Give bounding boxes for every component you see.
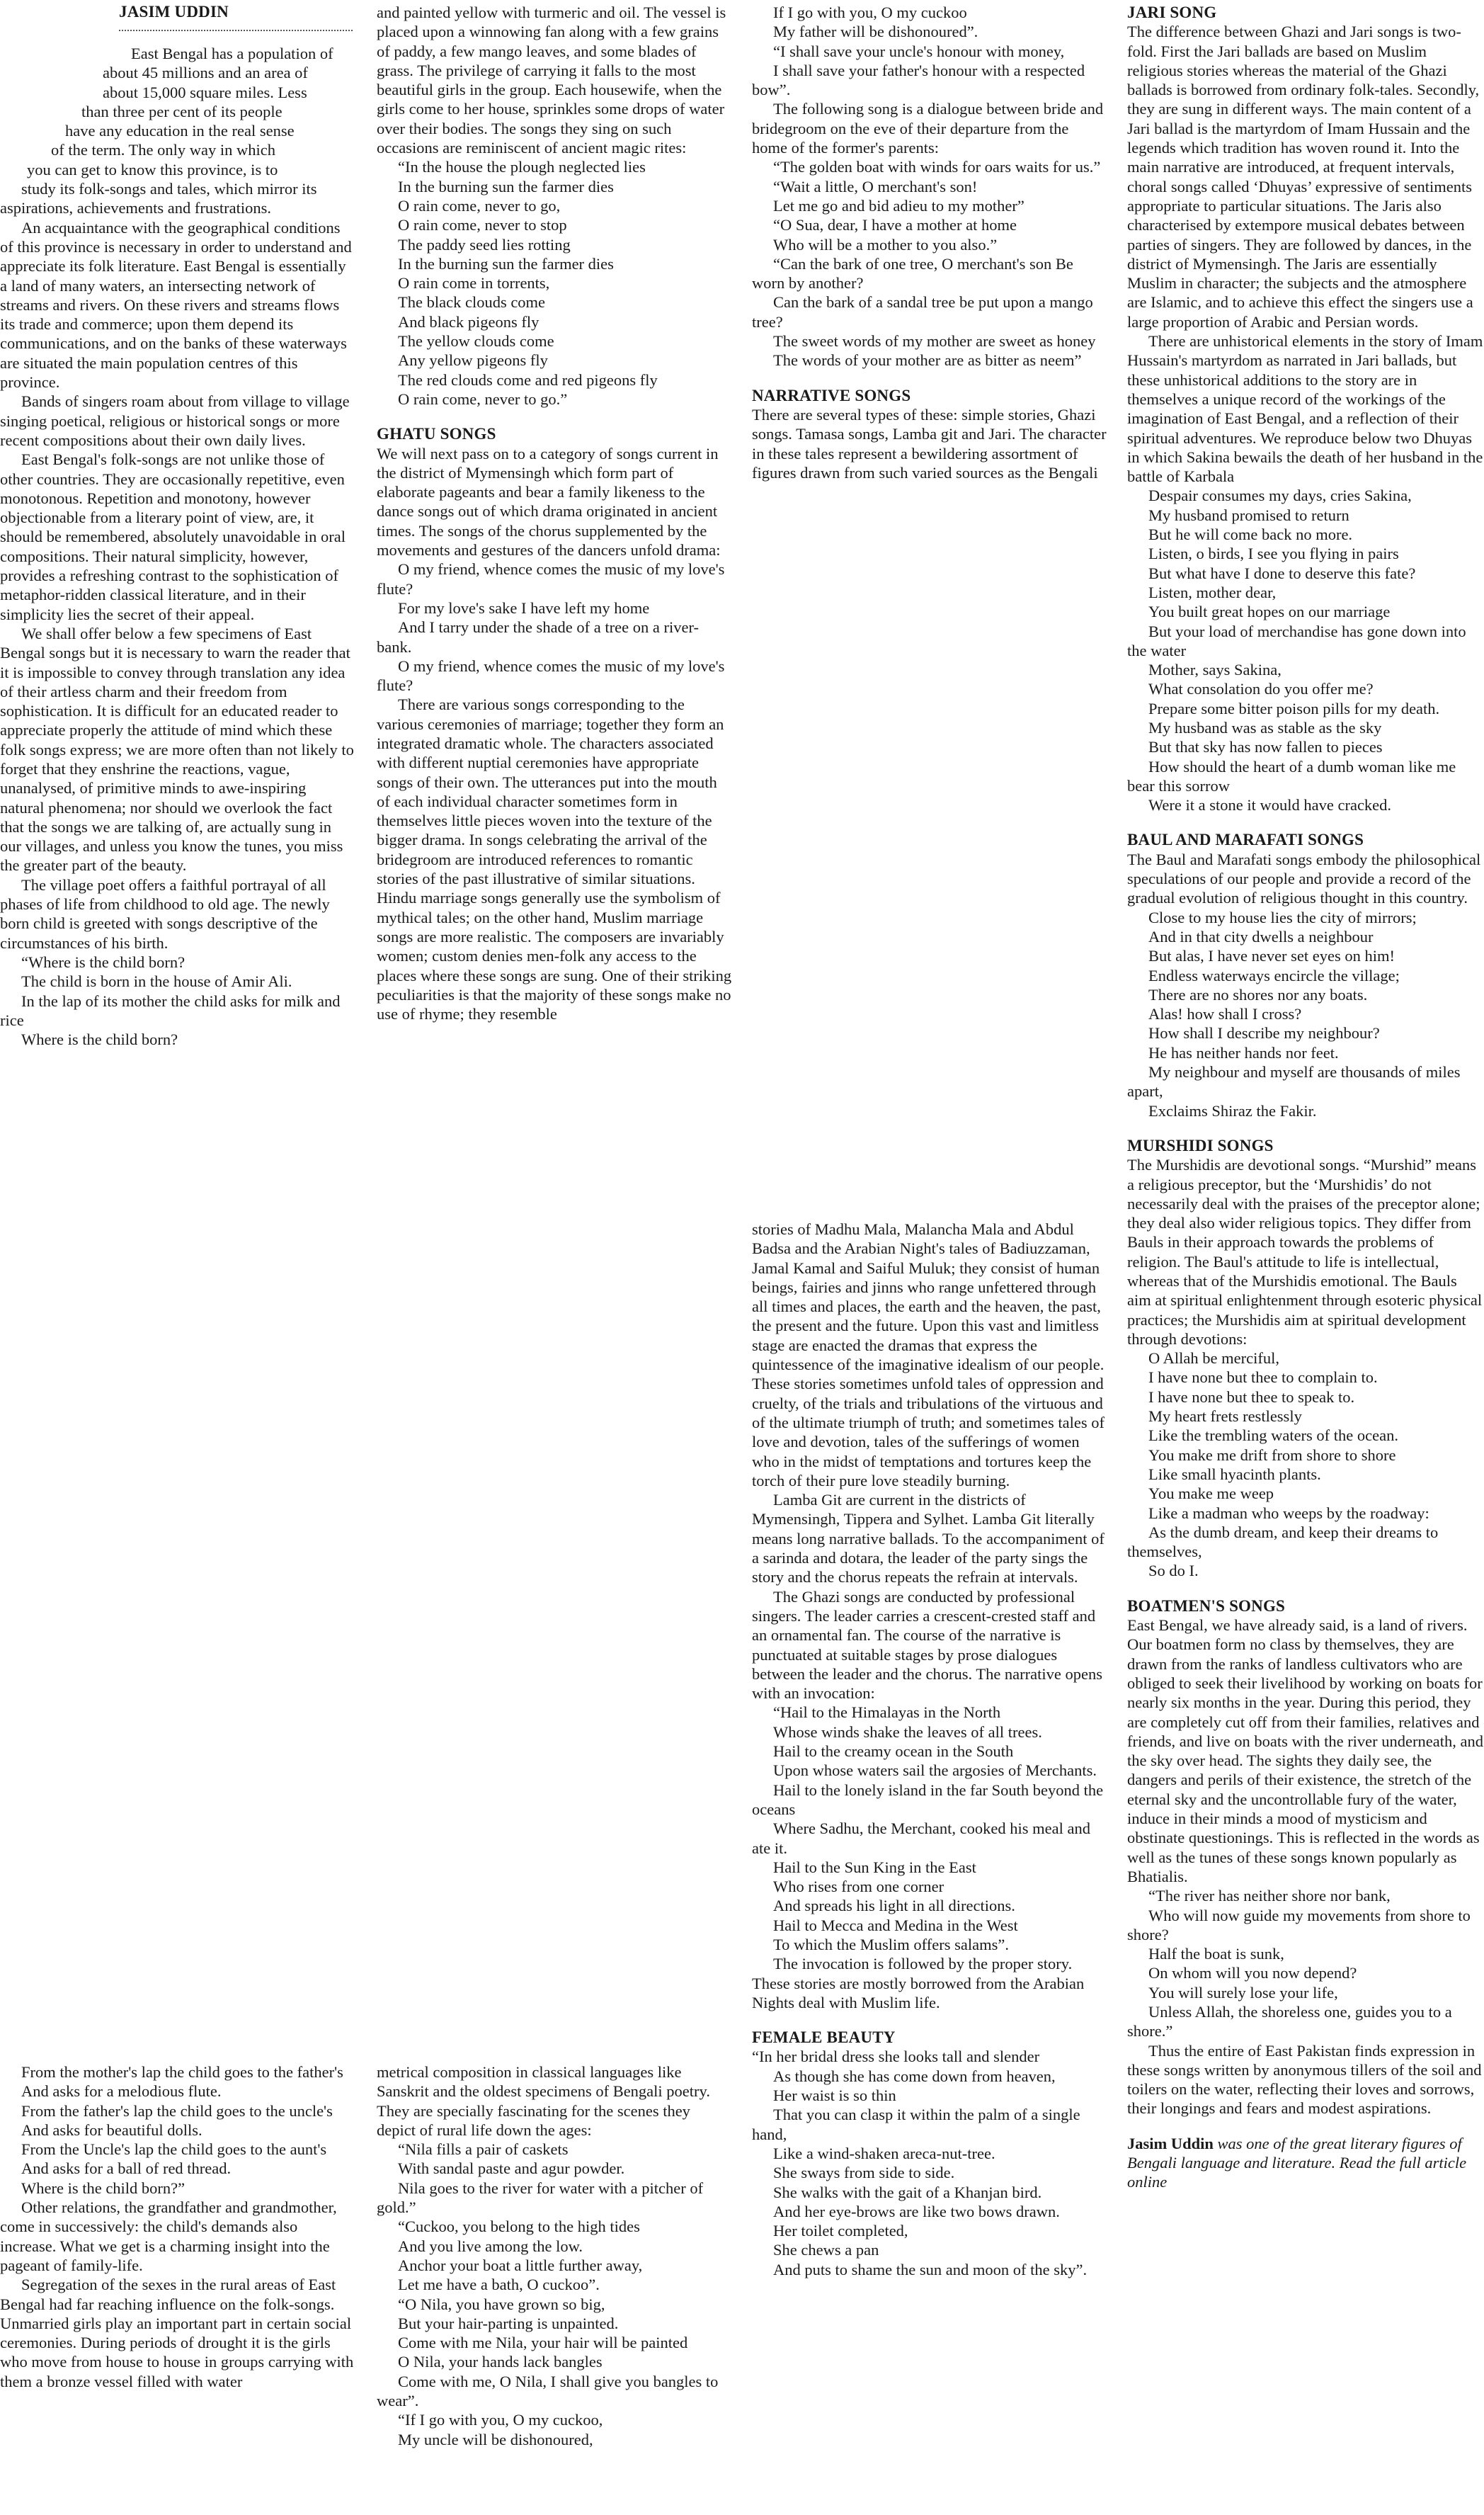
verse-line: Endless waterways encircle the village; bbox=[1148, 966, 1400, 984]
verse-line: Her toilet completed, bbox=[773, 2222, 908, 2240]
section-heading-murshidi: MURSHIDI SONGS bbox=[1127, 1136, 1274, 1154]
verse-line: You will surely lose your life, bbox=[1148, 1983, 1338, 2002]
verse-line: My husband was as stable as the sky bbox=[1148, 718, 1382, 737]
paragraph: and painted yellow with turmeric and oil. The vessel is placed upon a winnowing fan along with a few grains of paddy, a few mango leaves, and some blades of grass. The privilege of carrying it falls to the most beautiful girls in the group. Each housewife, when the girls come to her house, sprinkles some drops of water over their bodies. The songs they sing on such occasions are reminiscent of ancient magic rites: bbox=[377, 4, 726, 157]
verse-line: Her waist is so thin bbox=[773, 2087, 896, 2105]
verse-line: There are no shores nor any boats. bbox=[1148, 985, 1368, 1004]
verse-line: And you live among the low. bbox=[398, 2237, 583, 2255]
section-heading-boatmen: BOATMEN'S SONGS bbox=[1127, 1596, 1286, 1615]
lead-line: of the term. The only way in which bbox=[51, 141, 276, 159]
verse-line: She sways from side to side. bbox=[773, 2164, 955, 2182]
lead-line: aspirations, achievements and frustrations. bbox=[0, 199, 272, 217]
lead-line: about 45 millions and an area of bbox=[103, 64, 308, 82]
verse-line: How should the heart of a dumb woman like me bear this sorrow bbox=[1127, 757, 1456, 795]
verse-line: Where is the child born?” bbox=[21, 2179, 186, 2197]
verse-line: The sweet words of my mother are sweet as honey bbox=[773, 332, 1096, 351]
verse-line: Hail to the lonely island in the far South beyond the oceans bbox=[752, 1781, 1104, 1818]
verse-line: And asks for a ball of red thread. bbox=[21, 2159, 232, 2178]
verse-line: And asks for beautiful dolls. bbox=[21, 2121, 202, 2139]
verse-line: Were it a stone it would have cracked. bbox=[1148, 796, 1392, 814]
paragraph: Lamba Git are current in the districts of Mymensingh, Tippera and Sylhet. Lamba Git literally means long narrative ballads. To the accompaniment of a sarinda and dotara, the leader of the party sings the story and the chorus repeats the refrain at intervals. bbox=[752, 1491, 1105, 1586]
verse-line: Come with me Nila, your hair will be painted bbox=[398, 2334, 688, 2352]
verse-line: “O Nila, you have grown so big, bbox=[398, 2295, 605, 2313]
verse-line: How shall I describe my neighbour? bbox=[1148, 1024, 1380, 1043]
verse-line: O rain come, never to go.” bbox=[398, 390, 568, 408]
verse-line: Alas! how shall I cross? bbox=[1148, 1005, 1302, 1023]
verse-line: You make me weep bbox=[1148, 1484, 1274, 1503]
verse-line: Who will be a mother to you also.” bbox=[773, 235, 998, 254]
verse-line: “Wait a little, O merchant's son! bbox=[773, 177, 978, 195]
verse-line: And asks for a melodious flute. bbox=[21, 2082, 222, 2101]
verse-line: O rain come, never to go, bbox=[398, 196, 561, 215]
verse-line: Like the trembling waters of the ocean. bbox=[1148, 1426, 1398, 1445]
verse-line: “Where is the child born? bbox=[21, 953, 186, 971]
verse-line: Who will now guide my movements from shore to shore? bbox=[1127, 1906, 1471, 1943]
verse-line: Anchor your boat a little further away, bbox=[398, 2256, 643, 2274]
lead-line: than three per cent of its people bbox=[81, 102, 282, 120]
verse-line: You make me drift from shore to shore bbox=[1148, 1446, 1396, 1464]
paragraph: The difference between Ghazi and Jari songs is two-fold. First the Jari ballads are based on Muslim religious stories whereas the material of the Ghazi ballads is borrowed from ordinary folk-tales. Secondly, they are sung in different ways. The main content of a Jari ballad is the martyrdom of Imam Hussain and the legends which tradition has woven round it. Into the main narrative are introduced, at frequent intervals, choral songs called ‘Dhuyas’ expressive of sentiments appropriate to particular situations. The Jaris also characterised by extempore musical debates between parties of singers. They are followed by dances, in the district of Mymensingh. The Jaris are essentially Muslim in character; the subjects and the atmosphere are Islamic, and to achieve this effect the singers use a large proportion of Arabic and Persian words. bbox=[1127, 23, 1480, 331]
lead-line: have any education in the real sense bbox=[65, 122, 295, 140]
verse-line: Where is the child born? bbox=[21, 1031, 178, 1049]
byline-divider bbox=[119, 30, 353, 31]
verse-line: Close to my house lies the city of mirrors; bbox=[1148, 908, 1417, 926]
verse-line: And puts to shame the sun and moon of the sky”. bbox=[773, 2260, 1088, 2278]
verse-line: Hail to the Sun King in the East bbox=[773, 1858, 976, 1876]
verse-line: My uncle will be dishonoured, bbox=[398, 2430, 593, 2448]
verse-line: “The golden boat with winds for oars waits for us.” bbox=[773, 158, 1101, 176]
paragraph: The Murshidis are devotional songs. “Murshid” means a religious preceptor, but the ‘Murshidis’ do not necessarily deal with the praises of the preceptor alone; they deal also wider religious topics. They differ from Bauls in their approach towards the problems of religion. The Baul's attitude to life is intellectual, whereas that of the Murshidis emotional. The Bauls aim at spiritual enlightenment through esoteric physical practices; the Murshidis aim at spiritual development through devotions: bbox=[1127, 1156, 1483, 1348]
paragraph: Segregation of the sexes in the rural areas of East Bengal had far reaching influence on the folk-songs. Unmarried girls play an important part in certain social ceremonies. During periods of drought it is the girls who move from house to house in groups carrying with them a bronze vessel filled with water bbox=[0, 2276, 354, 2390]
lead-line: about 15,000 square miles. Less bbox=[103, 83, 307, 101]
verse-line: Who rises from one corner bbox=[773, 1878, 944, 1896]
verse-line: And black pigeons fly bbox=[398, 312, 540, 331]
section-heading-ghatu: GHATU SONGS bbox=[377, 425, 496, 443]
column-1-bottom bbox=[0, 2062, 354, 2391]
verse-line: Half the boat is sunk, bbox=[1148, 1945, 1284, 1963]
paragraph: The invocation is followed by the proper story. These stories are mostly borrowed from the Arabian Nights deal with Muslim life. bbox=[752, 1955, 1085, 2011]
verse-line: In the burning sun the farmer dies bbox=[398, 177, 614, 195]
verse-line: That you can clasp it within the palm of a single hand, bbox=[752, 2106, 1080, 2143]
verse-line: From the Uncle's lap the child goes to the aunt's bbox=[21, 2140, 327, 2159]
verse-line: Nila goes to the river for water with a pitcher of gold.” bbox=[377, 2179, 704, 2217]
verse-line: Prepare some bitter poison pills for my death. bbox=[1148, 699, 1440, 717]
paragraph: Other relations, the grandfather and grandmother, come in successively: the child's demands also increase. What we get is a charming insight into the pageant of family-life. bbox=[0, 2198, 337, 2274]
paragraph: The village poet offers a faithful portrayal of all phases of life from childhood to old age. The newly born child is greeted with songs descriptive of the circumstances of his birth. bbox=[0, 875, 330, 952]
lead-line: study its folk-songs and tales, which mirror its bbox=[21, 180, 317, 198]
lead-line: East Bengal has a population of bbox=[131, 45, 333, 62]
paragraph: East Bengal's folk-songs are not unlike those of other countries. They are occasionally repetitive, even monotonous. Repetition and monotony, however objectionable from a literary point of view, are, it should be remembered, absolutely unavoidable in oral compositions. Their natural simplicity, however, provides a refreshing contrast to the sophistication of metaphor-ridden classical literature, and in their simplicity lies the secret of their appeal. bbox=[0, 450, 346, 623]
verse-line: O rain come in torrents, bbox=[398, 274, 550, 293]
verse-line: From the mother's lap the child goes to the father's bbox=[21, 2063, 343, 2081]
verse-line: The yellow clouds come bbox=[398, 332, 554, 351]
section-heading-female-beauty: FEMALE BEAUTY bbox=[752, 2028, 896, 2047]
verse-line: Let me go and bid adieu to my mother” bbox=[773, 196, 1024, 215]
verse-line: “In the house the plough neglected lies bbox=[398, 158, 646, 176]
verse-line: So do I. bbox=[1148, 1562, 1199, 1580]
verse-line: To which the Muslim offers salams”. bbox=[773, 1935, 1009, 1953]
verse-line: As though she has come down from heaven, bbox=[773, 2067, 1056, 2085]
paragraph: stories of Madhu Mala, Malancha Mala and Abdul Badsa and the Arabian Night's tales of Badiuzzaman, Jamal Kamal and Saiful Muluk; they consist of human beings, fairies and jinns who range unfettered through all times and places, the earth and the heaven, the past, the present and the future. Upon this vast and limitless stage are enacted the dramas that express the quintessence of the imaginative idealism of our people. These stories sometimes unfold tales of oppression and cruelty, of the trials and tribulations of the virtuous and of the ultimate triumph of truth; and sometimes tales of love and devotion, tales of the sufferings of women who in the midst of temptations and tortures keep the torch of their pure love steadily burning. bbox=[752, 1220, 1105, 1489]
paragraph: Bands of singers roam about from village to village singing poetical, religious or historical songs or more recent compositions about their own daily lives. bbox=[0, 392, 350, 449]
verse-line: Like a madman who weeps by the roadway: bbox=[1148, 1504, 1429, 1522]
verse-line: My father will be dishonoured”. bbox=[773, 23, 978, 41]
verse-line: Come with me, O Nila, I shall give you bangles to wear”. bbox=[377, 2372, 719, 2410]
verse-line: Like a wind-shaken areca-nut-tree. bbox=[773, 2144, 995, 2162]
verse-line: Hail to Mecca and Medina in the West bbox=[773, 1916, 1018, 1934]
verse-line: “Hail to the Himalayas in the North bbox=[773, 1703, 1001, 1722]
paragraph: There are unhistorical elements in the story of Imam Hussain's martyrdom as narrated in Jari ballads, but these unhistorical additions to the story are in themselves a unique record of the workings of the imagination of East Bengal, and a reflection of their spiritual adventures. We reproduce below two Dhuyas in which Sakina bewails the death of her husband in the battle of Karbala bbox=[1127, 332, 1483, 486]
paragraph: metrical composition in classical languages like Sanskrit and the oldest specimens of Bengali poetry. They are specially fascinating for the scenes they depict of rural life down the ages: bbox=[377, 2063, 710, 2139]
column-2-bottom bbox=[377, 2062, 732, 2449]
verse-line: But alas, I have never set eyes on him! bbox=[1148, 947, 1395, 965]
verse-line: Unless Allah, the shoreless one, guides you to a shore.” bbox=[1127, 2002, 1452, 2040]
verse-line: The words of your mother are as bitter as neem” bbox=[773, 351, 1082, 370]
verse-line: “Nila fills a pair of caskets bbox=[398, 2140, 569, 2159]
verse-line: From the father's lap the child goes to the uncle's bbox=[21, 2101, 333, 2120]
paragraph: An acquaintance with the geographical conditions of this province is necessary in order to understand and appreciate its folk literature. East Bengal is essentially a land of many waters, an intersecting network of streams and rivers. On these rivers and streams flows its trade and commerce; upon them depend its communications, and on the banks of these waterways are situated the main population centres of this province. bbox=[0, 218, 352, 392]
verse-line: “Can the bark of one tree, O merchant's son Be worn by another? bbox=[752, 254, 1073, 293]
column-4 bbox=[1127, 3, 1484, 2192]
lead-line: you can get to know this province, is to bbox=[27, 160, 278, 178]
verse-line: Like small hyacinth plants. bbox=[1148, 1465, 1321, 1483]
verse-line: As the dumb dream, and keep their dreams to themselves, bbox=[1127, 1523, 1439, 1561]
verse-line: Listen, o birds, I see you flying in pairs bbox=[1148, 545, 1399, 563]
verse-line: Exclaims Shiraz the Fakir. bbox=[1148, 1101, 1317, 1120]
verse-line: Upon whose waters sail the argosies of Merchants. bbox=[773, 1761, 1097, 1780]
paragraph: There are various songs corresponding to the various ceremonies of marriage; together they form an integrated dramatic whole. The characters associated with different nuptial ceremonies have appropriate songs of their own. The utterances put into the mouth of each individual character sometimes form in themselves little pieces woven into the texture of the bigger drama. In songs celebrating the arrival of the bridegroom are introduced references to romantic stories of the past illustrative of similar situations. Hindu marriage songs generally use the symbolism of mythical tales; on the other hand, Muslim marriage songs are more realistic. The composers are invariably women; custom denies men-folk any access to the places where these songs are sung. One of their striking peculiarities is that the majority of these songs make no use of rhyme; they resemble bbox=[377, 696, 732, 1023]
paragraph: The Baul and Marafati songs embody the philosophical speculations of our people and provide a record of the gradual evolution of religious thought in this country. bbox=[1127, 850, 1481, 907]
verse-line: “O Sua, dear, I have a mother at home bbox=[773, 216, 1017, 234]
paragraph: The following song is a dialogue between bride and bridegroom on the eve of their departure from the home of the former's parents: bbox=[752, 100, 1104, 157]
verse-line: What consolation do you offer me? bbox=[1148, 680, 1374, 698]
verse-line: “In her bridal dress she looks tall and slender bbox=[752, 2048, 1040, 2066]
verse-line: But your load of merchandise has gone down into the water bbox=[1127, 622, 1466, 659]
verse-line: Any yellow pigeons fly bbox=[398, 351, 548, 370]
section-heading-jari: JARI SONG bbox=[1127, 4, 1217, 21]
verse-line: And I tarry under the shade of a tree on a river-bank. bbox=[377, 618, 699, 656]
verse-line: Mother, says Sakina, bbox=[1148, 661, 1282, 679]
verse-line: My husband promised to return bbox=[1148, 506, 1349, 524]
verse-line: On whom will you now depend? bbox=[1148, 1964, 1357, 1982]
verse-line: But he will come back no more. bbox=[1148, 526, 1353, 544]
verse-line: He has neither hands nor feet. bbox=[1148, 1043, 1339, 1062]
column-2-top bbox=[377, 3, 732, 1023]
verse-line: But what have I done to deserve this fate? bbox=[1148, 564, 1416, 582]
verse-line: The paddy seed lies rotting bbox=[398, 235, 571, 254]
author-note-text: was one of the great literary figures of Bengali language and literature. Read the full article online bbox=[1127, 2134, 1467, 2191]
verse-line: I shall save your father's honour with a respected bow”. bbox=[752, 61, 1085, 99]
verse-line: For my love's sake I have left my home bbox=[398, 598, 650, 617]
verse-line: Where Sadhu, the Merchant, cooked his meal and ate it. bbox=[752, 1819, 1090, 1857]
verse-line: Listen, mother dear, bbox=[1148, 583, 1277, 601]
verse-line: O my friend, whence comes the music of my love's flute? bbox=[377, 657, 725, 695]
section-heading-narrative: NARRATIVE SONGS bbox=[752, 386, 911, 404]
verse-line: The red clouds come and red pigeons fly bbox=[398, 370, 658, 389]
paragraph: We will next pass on to a category of songs current in the district of Mymensingh which form part of elaborate pageants and bear a family likeness to the dance songs out of which drama originated in ancient times. The songs of the chorus supplemented by the movements and gestures of the dancers unfold drama: bbox=[377, 444, 721, 560]
column-3-bottom bbox=[752, 1220, 1107, 2279]
verse-line: The black clouds come bbox=[398, 293, 546, 312]
verse-line: Can the bark of a sandal tree be put upon a mango tree? bbox=[752, 293, 1093, 331]
verse-line: O rain come, never to stop bbox=[398, 216, 567, 234]
verse-line: Let me have a bath, O cuckoo”. bbox=[398, 2276, 600, 2294]
paragraph: We shall offer below a few specimens of East Bengal songs but it is necessary to warn the reader that it is impossible to convey through translation any idea of their artless charm and their freedom from sophistication. It is difficult for an educated reader to appreciate properly the attitude of mind which these folk songs express; we are more often than not likely to forget that they enshrine the reactions, vague, unanalysed, of primitive minds to awe-inspiring natural phenomena; nor should we overlook the fact that the songs we are talking of, are actually sung in our villages, and unless you know the tunes, you miss the greater part of the beauty. bbox=[0, 624, 354, 875]
verse-line: And her eye-brows are like two bows drawn. bbox=[773, 2202, 1060, 2220]
verse-line: And spreads his light in all directions. bbox=[773, 1897, 1015, 1915]
verse-line: “If I go with you, O my cuckoo, bbox=[398, 2411, 603, 2429]
verse-line: “The river has neither shore nor bank, bbox=[1148, 1887, 1391, 1905]
verse-line: She walks with the gait of a Khanjan bird. bbox=[773, 2183, 1042, 2201]
paragraph: Thus the entire of East Pakistan finds expression in these songs written by anonymous tillers of the soil and toilers on the water, reflecting their loves and sorrows, their longings and fears and modest aspirations. bbox=[1127, 2041, 1482, 2118]
paragraph: There are several types of these: simple stories, Ghazi songs. Tamasa songs, Lamba git and Jari. The character in these tales represent a bewildering assortment of figures drawn from such varied sources as the Bengali bbox=[752, 405, 1107, 482]
column-1-top bbox=[0, 44, 354, 1049]
verse-line: Despair consumes my days, cries Sakina, bbox=[1148, 487, 1412, 505]
verse-line: The child is born in the house of Amir Ali. bbox=[21, 972, 292, 991]
verse-line: My neighbour and myself are thousands of miles apart, bbox=[1127, 1063, 1461, 1101]
verse-line: O Allah be merciful, bbox=[1148, 1349, 1279, 1368]
section-heading-baul: BAUL AND MARAFATI SONGS bbox=[1127, 831, 1364, 849]
verse-line: “I shall save your uncle's honour with money, bbox=[773, 42, 1065, 60]
verse-line: If I go with you, O my cuckoo bbox=[773, 4, 967, 21]
column-3-top bbox=[752, 3, 1107, 482]
verse-line: She chews a pan bbox=[773, 2241, 879, 2259]
verse-line: O Nila, your hands lack bangles bbox=[398, 2353, 603, 2371]
verse-line: With sandal paste and agur powder. bbox=[398, 2159, 625, 2178]
verse-line: But your hair-parting is unpainted. bbox=[398, 2314, 619, 2332]
verse-line: “Cuckoo, you belong to the high tides bbox=[398, 2218, 640, 2236]
verse-line: Hail to the creamy ocean in the South bbox=[773, 1742, 1014, 1761]
verse-line: And in that city dwells a neighbour bbox=[1148, 927, 1374, 946]
verse-line: But that sky has now fallen to pieces bbox=[1148, 738, 1383, 756]
verse-line: I have none but thee to speak to. bbox=[1148, 1387, 1355, 1406]
verse-line: O my friend, whence comes the music of my love's flute? bbox=[377, 560, 725, 598]
author-note bbox=[1127, 2134, 1484, 2192]
verse-line: In the lap of its mother the child asks for milk and rice bbox=[0, 992, 341, 1029]
author-note-name: Jasim Uddin bbox=[1127, 2134, 1214, 2152]
paragraph: East Bengal, we have already said, is a land of rivers. Our boatmen form no class by themselves, they are drawn from the ranks of landless cultivators who are obliged to seek their livelihood by working on boats for nearly six months in the year. During this period, they are completely cut off from their families, relatives and friends, and live on boats with the river underneath, and the sky over head. The sights they daily see, the dangers and perils of their existence, the stretch of the eternal sky and the uncontrollable fury of the water, induce in their minds a mood of mysticism and obstinate questionings. This is reflected in the words as well as the tunes of these songs known popularly as Bhatialis. bbox=[1127, 1616, 1483, 1885]
verse-line: I have none but thee to complain to. bbox=[1148, 1368, 1378, 1387]
verse-line: My heart frets restlessly bbox=[1148, 1407, 1302, 1426]
paragraph: The Ghazi songs are conducted by professional singers. The leader carries a crescent-crested staff and an ornamental fan. The course of the narrative is punctuated at suitable stages by prose dialogues between the leader and the chorus. The narrative opens with an invocation: bbox=[752, 1587, 1102, 1703]
verse-line: Whose winds shake the leaves of all trees. bbox=[773, 1722, 1042, 1741]
verse-line: In the burning sun the farmer dies bbox=[398, 254, 614, 273]
author-byline: JASIM UDDIN bbox=[119, 3, 229, 21]
verse-line: You built great hopes on our marriage bbox=[1148, 603, 1391, 621]
